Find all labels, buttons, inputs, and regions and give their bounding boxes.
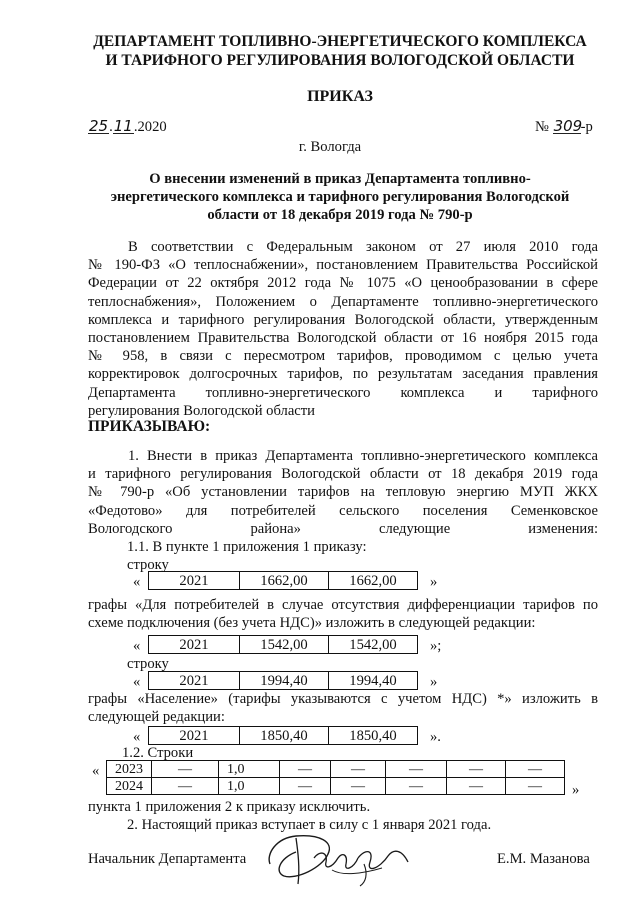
signature-icon [262, 828, 422, 890]
preamble-line: В соответствии с Федеральным законом от 27 июля 2010 года [128, 239, 598, 255]
open-quote: « [133, 729, 141, 745]
row-word-2: строку [127, 656, 169, 672]
cell-value: 1994,40 [240, 672, 329, 690]
date-month: 11 [113, 117, 133, 135]
number-sign: № [535, 119, 549, 135]
open-quote: « [133, 638, 141, 654]
preamble-line: теплоснабжения», Положением о Департаменте топливно-энергетического [88, 293, 598, 310]
cell-year: 2023 [107, 761, 152, 778]
item-1 [88, 447, 598, 538]
item1-line: «Федотово» для потребителей сельского поселения Семенковское [88, 502, 598, 519]
subitem-1-1-heading: 1.1. В пункте 1 приложения 1 приказу: [127, 539, 367, 555]
cell-value: 1542,00 [240, 636, 329, 654]
value-row-3 [148, 671, 418, 690]
department-name-line1: ДЕПАРТАМЕНТ ТОПЛИВНО-ЭНЕРГЕТИЧЕСКОГО КОМПЛЕКСА [93, 33, 587, 50]
order-date: 25.11.2020 [89, 117, 167, 135]
cell-value: 1850,40 [329, 727, 418, 745]
open-quote: « [133, 574, 141, 590]
cell: — [152, 761, 219, 778]
number-value: 309 [553, 117, 583, 135]
title-line-3: области от 18 декабря 2019 года № 790-р [207, 207, 473, 223]
graph-2-text [88, 690, 598, 726]
graph2-line: следующей редакции: [88, 709, 225, 726]
title-line-2: энергетического комплекса и тарифного регулирования Вологодской [110, 189, 570, 205]
cell-year: 2021 [149, 672, 240, 690]
item1-line: № 790-р «Об установлении тарифов на тепловую энергию МУП ЖКХ [88, 484, 598, 501]
close-quote: »; [430, 638, 442, 654]
preamble-line: № 190-ФЗ «О теплоснабжении», постановлением Правительства Российской [88, 257, 598, 274]
preamble-line: регулирования Вологодской области [88, 402, 315, 419]
cell: — [280, 761, 331, 778]
document-type: ПРИКАЗ [307, 88, 373, 105]
order-number [535, 118, 593, 136]
order-title [90, 170, 590, 224]
cell: 1,0 [219, 778, 280, 795]
cell: — [506, 761, 565, 778]
cell-year: 2021 [149, 727, 240, 745]
close-quote: » [572, 782, 580, 798]
handwritten-signature [262, 828, 422, 890]
item1-line: Вологодского района» следующие изменения: [88, 520, 598, 537]
cell: — [280, 778, 331, 795]
value-row-2 [148, 635, 418, 654]
cell: — [386, 761, 447, 778]
city: г. Вологда [298, 139, 362, 155]
table-row [107, 778, 565, 795]
cell: — [447, 761, 506, 778]
subitem-1-2-heading: 1.2. Строки [122, 745, 194, 761]
after-delete-text: пункта 1 приложения 2 к приказу исключить. [88, 799, 371, 815]
rows-to-delete-table [106, 760, 565, 795]
close-quote: ». [430, 729, 441, 745]
cell-value: 1542,00 [329, 636, 418, 654]
cell: — [331, 761, 386, 778]
cell: — [506, 778, 565, 795]
date-year: .2020 [133, 119, 167, 135]
preamble-line: № 958, в связи с пересмотром тарифов, проводимом с целью учета [88, 348, 598, 365]
close-quote: » [430, 574, 438, 590]
cell-value: 1994,40 [329, 672, 418, 690]
value-row-1 [148, 571, 418, 590]
cell-value: 1662,00 [329, 572, 418, 590]
preamble [88, 238, 598, 420]
cell-value: 1850,40 [240, 727, 329, 745]
graph1-line: схеме подключения (без учета НДС)» изложить в следующей редакции: [88, 615, 536, 632]
graph-1-text [88, 596, 598, 632]
cell-value: 1662,00 [240, 572, 329, 590]
table-row [107, 761, 565, 778]
preamble-line: постановлением Правительства Вологодской области от 16 ноября 2015 года [88, 330, 598, 347]
row-word: строку [127, 557, 169, 573]
value-row-4 [148, 726, 418, 745]
cell-year: 2021 [149, 572, 240, 590]
close-quote: » [430, 674, 438, 690]
preamble-line: Департамента топливно-энергетического комплекса и тарифного [88, 384, 598, 401]
cell: — [386, 778, 447, 795]
cell: 1,0 [219, 761, 280, 778]
open-quote: « [133, 674, 141, 690]
preamble-line: Федерации от 22 октября 2012 года № 1075 «О ценообразовании в сфере [88, 275, 598, 292]
preamble-line: корректировок долгосрочных тарифов, по результатам заседания правления [88, 366, 598, 383]
cell-year: 2024 [107, 778, 152, 795]
number-suffix: -р [580, 119, 593, 135]
cell: — [152, 778, 219, 795]
graph1-line: графы «Для потребителей в случае отсутствия дифференциации тарифов по [88, 597, 598, 613]
item1-line: и тарифного регулирования Вологодской области от 18 декабря 2019 года [88, 466, 598, 483]
cell-year: 2021 [149, 636, 240, 654]
cell: — [447, 778, 506, 795]
date-day: 25 [89, 117, 109, 135]
open-quote: « [92, 763, 100, 779]
preamble-line: комплекса и тарифного регулирования Вологодской области, утвержденным [88, 311, 598, 328]
item1-line: 1. Внести в приказ Департамента топливно-энергетического комплекса [128, 448, 598, 464]
order-word: ПРИКАЗЫВАЮ: [88, 418, 211, 435]
item-2: 2. Настоящий приказ вступает в силу с 1 января 2021 года. [127, 817, 492, 833]
signatory-name: Е.М. Мазанова [497, 851, 590, 867]
title-line-1: О внесении изменений в приказ Департамента топливно- [149, 171, 531, 187]
cell: — [331, 778, 386, 795]
signatory-position: Начальник Департамента [88, 851, 247, 867]
graph2-line: графы «Население» (тарифы указываются с учетом НДС) *» изложить в [88, 691, 598, 707]
department-name-line2: И ТАРИФНОГО РЕГУЛИРОВАНИЯ ВОЛОГОДСКОЙ ОБЛАСТИ [105, 52, 575, 69]
